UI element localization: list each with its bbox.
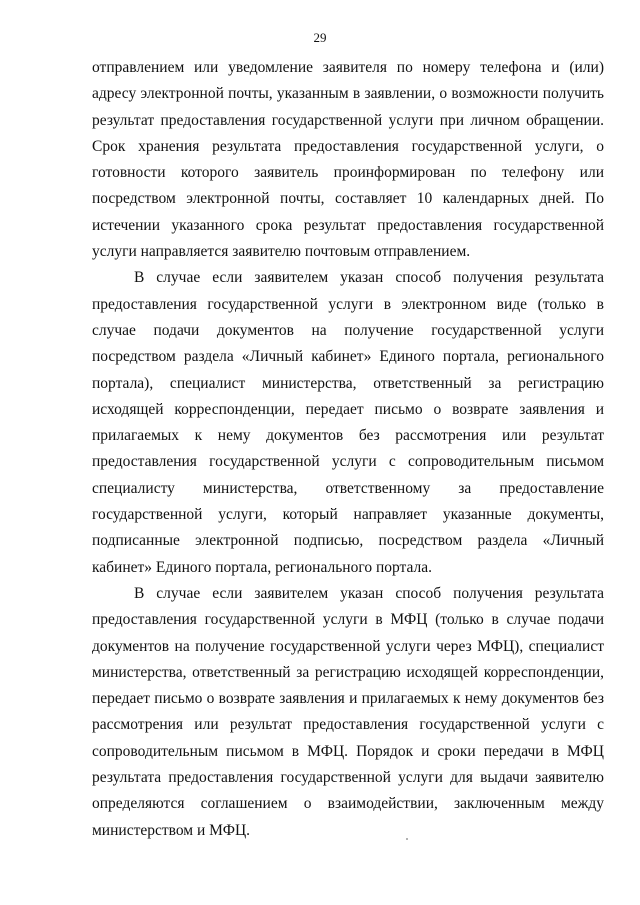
scan-speck: [406, 838, 408, 840]
paragraph-mfc-delivery: В случае если заявителем указан способ получения результата предоставления государственной услуги в МФЦ (только в случае подачи документов на получение государственной услуги через МФЦ), специалист министерства, ответственный за регистрацию исходящей корреспонденции, передает письмо о возврате заявления и прилагаемых к нему документов без рассмотрения или результат предоставления государственной услуги с сопроводительным письмом в МФЦ. Порядок и сроки передачи в МФЦ результата предоставления государственной услуги для выдачи заявителю определяются соглашением о взаимодействии, заключенным между министерством и МФЦ.: [92, 584, 604, 839]
document-body: [92, 55, 604, 844]
page-number: 29: [313, 30, 327, 45]
paragraph-continuation: отправлением или уведомление заявителя по номеру телефона и (или) адресу электронной почты, указанным в заявлении, о возможности получить результат предоставления государственной услуги при личном обращении. Срок хранения результата предоставления государственной услуги, о готовности которого заявитель проинформирован по телефону или посредством электронной почты, составляет 10 календарных дней. По истечении указанного срока результат предоставления государственной услуги направляется заявителю почтовым отправлением.: [92, 59, 604, 261]
paragraph-electronic-delivery: В случае если заявителем указан способ получения результата предоставления государственной услуги в электронном виде (только в случае подачи документов на получение государственной услуги посредством раздела «Личный кабинет» Единого портала, регионального портала), специалист министерства, ответственный за регистрацию исходящей корреспонденции, передает письмо о возврате заявления и прилагаемых к нему документов без рассмотрения или результат предоставления государственной услуги с сопроводительным письмом специалисту министерства, ответственному за предоставление государственной услуги, который направляет указанные документы, подписанные электронной подписью, посредством раздела «Личный кабинет» Единого портала, регионального портала.: [92, 269, 604, 576]
